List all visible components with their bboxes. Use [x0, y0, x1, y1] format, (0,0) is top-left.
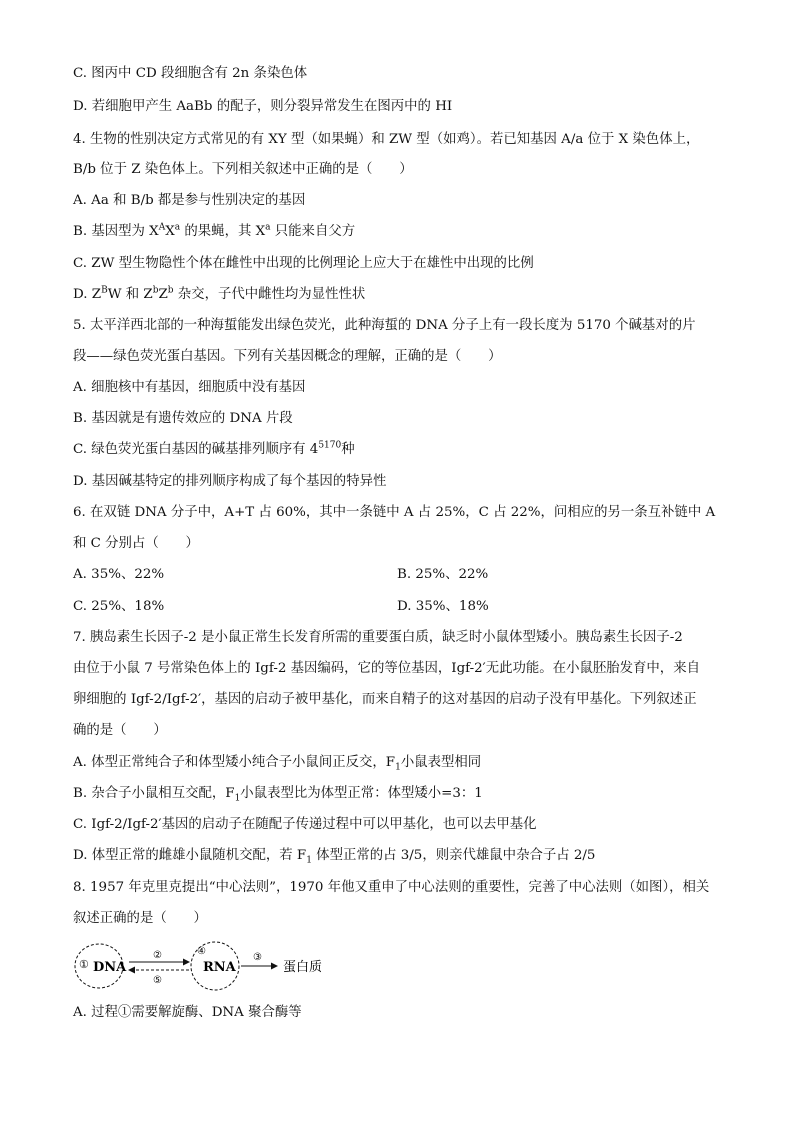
- q4-option-b: B. 基因型为 $X^AX^a$ 的果蝇，其 $X^a$ 只能来自父方: [73, 222, 356, 239]
- q8-stem-line1: 8. 1957 年克里克提出“中心法则”，1970 年他又重申了中心法则的重要性，完善了中心法则（如图），相关: [73, 880, 710, 895]
- q4-option-d: D. $Z^BW$ 和 $Z^bZ^b$ 杂交，子代中雌性均为显性性状: [73, 285, 366, 302]
- q6-stem-line2: 和 C 分别占（ ）: [73, 536, 199, 551]
- process-4-label: ④: [197, 946, 206, 957]
- dna-node: DNA: [93, 960, 127, 975]
- q6-stem-line1: 6. 在双链 DNA 分子中，A+T 占 60%，其中一条链中 A 占 25%，C 占 22%，问相应的另一条互补链中 A: [73, 505, 716, 520]
- q7-stem-line4: 确的是（ ）: [73, 723, 167, 738]
- process-3-label: ③: [253, 952, 262, 963]
- q5-stem-line1: 5. 太平洋西北部的一种海蜇能发出绿色荧光，此种海蜇的 DNA 分子上有一段长度为 5170 个碱基对的片: [73, 318, 696, 333]
- process-1-label: ①: [79, 958, 89, 971]
- process-5-label: ⑤: [153, 975, 162, 986]
- q7-option-b: B. 杂合子小鼠相互交配，$F_1$小鼠表型比为体型正常：体型矮小=3：1: [73, 786, 483, 804]
- q5-option-b: B. 基因就是有遗传效应的 DNA 片段: [73, 411, 293, 426]
- q7-stem-line2: 由位于小鼠 7 号常染色体上的 Igf-2 基因编码，它的等位基因，Igf-2′无此功能。在小鼠胚胎发育中，来自: [73, 661, 700, 676]
- q6-option-a: A. 35%、22%: [73, 567, 165, 582]
- q7-option-d: D. 体型正常的雌雄小鼠随机交配，若 $F_1$ 体型正常的占 3/5，则亲代雄鼠中杂合子占 2/5: [73, 848, 596, 866]
- q5-option-c: C. 绿色荧光蛋白基因的碱基排列顺序有 $4^{5170}$种: [73, 440, 355, 457]
- q5-stem-line2: 段——绿色荧光蛋白基因。下列有关基因概念的理解，正确的是（ ）: [73, 349, 502, 364]
- q3-option-d: D. 若细胞甲产生 AaBb 的配子，则分裂异常发生在图丙中的 HI: [73, 99, 453, 114]
- rna-node: RNA: [203, 960, 236, 975]
- q6-option-d: D. 35%、18%: [397, 599, 489, 614]
- q5-option-a: A. 细胞核中有基因，细胞质中没有基因: [73, 380, 306, 395]
- q8-option-a: A. 过程①需要解旋酶、DNA 聚合酶等: [73, 1005, 302, 1020]
- q7-stem-line3: 卵细胞的 Igf-2/Igf-2′，基因的启动子被甲基化，而来自精子的这对基因的启动子没有甲基化。下列叙述正: [73, 692, 697, 707]
- protein-node: 蛋白质: [283, 960, 323, 975]
- q4-stem-line2: B/b 位于 Z 染色体上。下列相关叙述中正确的是（ ）: [73, 162, 413, 177]
- q4-option-c: C. ZW 型生物隐性个体在雌性中出现的比例理论上应大于在雄性中出现的比例: [73, 256, 534, 271]
- q7-option-a: A. 体型正常纯合子和体型矮小纯合子小鼠间正反交，$F_1$小鼠表型相同: [73, 755, 482, 773]
- q7-option-c: C. Igf-2/Igf-2′基因的启动子在随配子传递过程中可以甲基化，也可以去甲基化: [73, 817, 537, 832]
- q3-option-c: C. 图丙中 CD 段细胞含有 2n 条染色体: [73, 66, 308, 81]
- process-2-label: ②: [153, 950, 162, 961]
- central-dogma-diagram: [73, 940, 373, 992]
- q7-stem-line1: 7. 胰岛素生长因子-2 是小鼠正常生长发育所需的重要蛋白质，缺乏时小鼠体型矮小。胰岛素生长因子-2: [73, 630, 683, 645]
- q6-option-c: C. 25%、18%: [73, 599, 165, 614]
- q8-stem-line2: 叙述正确的是（ ）: [73, 911, 207, 926]
- q4-stem-line1: 4. 生物的性别决定方式常见的有 XY 型（如果蝇）和 ZW 型（如鸡）。若已知基因 A/a 位于 X 染色体上，: [73, 132, 700, 147]
- q4-option-a: A. Aa 和 B/b 都是参与性别决定的基因: [73, 193, 306, 208]
- q5-option-d: D. 基因碱基特定的排列顺序构成了每个基因的特异性: [73, 474, 387, 489]
- q6-option-b: B. 25%、22%: [397, 567, 489, 582]
